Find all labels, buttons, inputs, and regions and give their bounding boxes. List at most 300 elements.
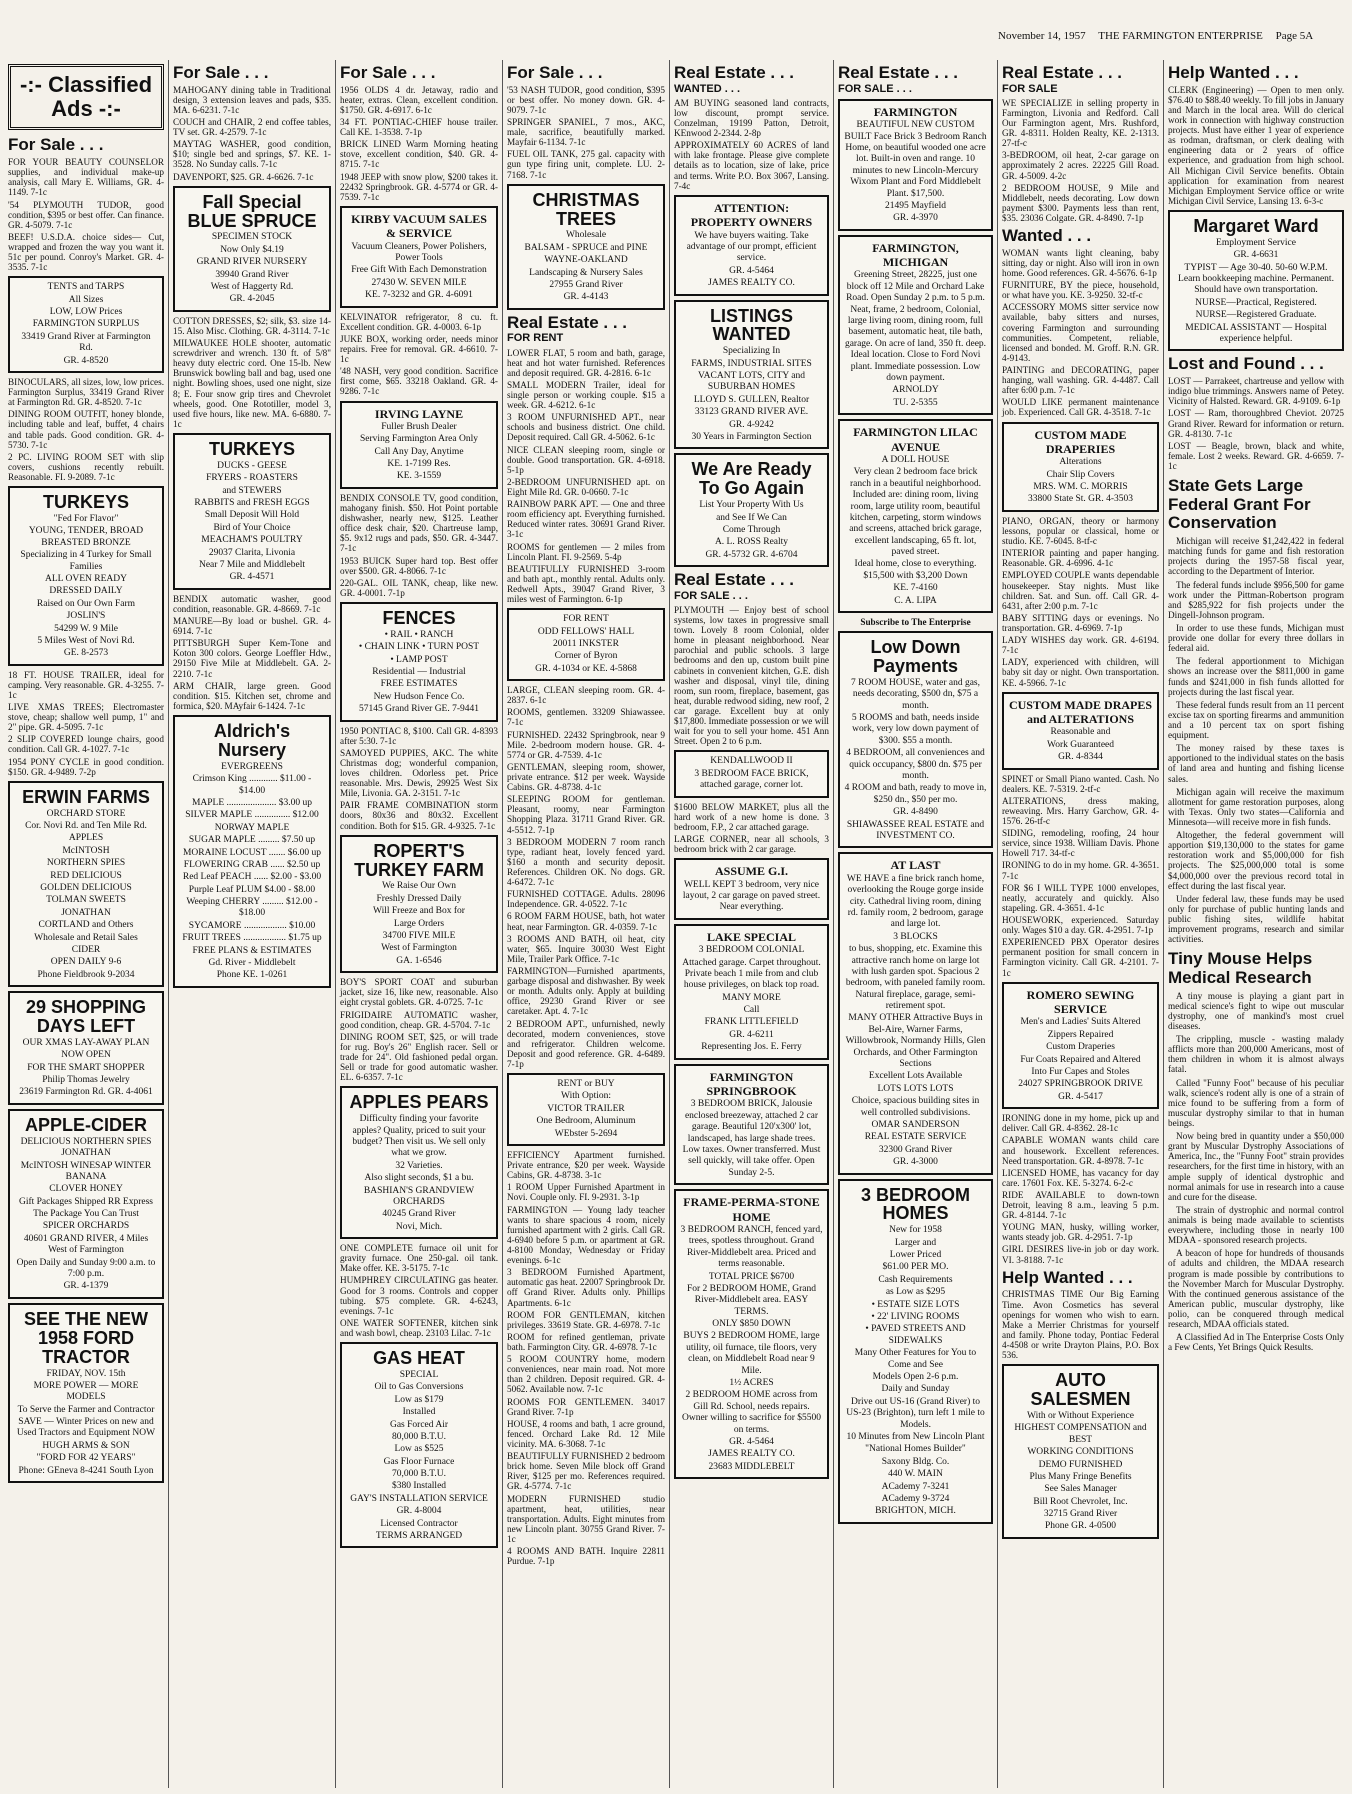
classified-ad: SPRINGER SPANIEL, 7 mos., AKC, male, sacrifice, beautifully marked. Mayfair 6-1134. 7-1c <box>507 117 665 148</box>
display-ad-line: ODD FELLOWS' HALL <box>537 626 635 637</box>
display-ad-line: MAPLE ..................... $3.00 up <box>191 797 313 808</box>
display-ad <box>674 1189 829 1479</box>
subscribe-notice: Subscribe to The Enterprise <box>860 617 971 628</box>
display-ad-line: BEAUTIFUL NEW CUSTOM BUILT Face Brick 3 Bedroom Ranch Home, on beautiful wooded one acre lot. Built-in oven and range. 10 minutes to new Lincoln-Mercury Wixom Plant and Ford Middlebelt Plant. $17,500. <box>844 120 987 199</box>
display-ad-line: Plus Many Fringe Benefits <box>1029 1471 1132 1482</box>
display-ad-line: JOSLIN'S <box>66 611 106 622</box>
classified-ad: ALTERATIONS, dress making, reweaving. Mrs. Harry Garchow, GR. 4-1576. 26-tf-c <box>1002 795 1159 827</box>
display-ad-line: Custom Draperies <box>1046 1042 1115 1053</box>
display-ad-line: GR. 4-6211 <box>729 1029 774 1040</box>
article-block <box>1168 894 1344 945</box>
classified-ad: 2 BEDROOM HOUSE, 9 Mile and Middlebelt, needs decorating. Low down payment $300. Payments less than rent, $35. 23036 Colgate. GR. 4-8490. 7-1p <box>1002 182 1159 223</box>
display-ad-line: BALSAM - SPRUCE and PINE <box>524 242 648 253</box>
display-ad-line: GOLDEN DELICIOUS <box>40 883 132 893</box>
display-ad-line: FOR THE SMART SHOPPER <box>27 1062 145 1073</box>
display-ad-line: With or Without Experience <box>1027 1410 1134 1421</box>
display-ad <box>173 433 331 590</box>
display-ad-line: Cor. Novi Rd. and Ten Mile Rd. <box>25 821 147 832</box>
classified-ad: FRIGIDAIRE AUTOMATIC washer, good condition, cheap. GR. 4-5704. 7-1c <box>340 1009 498 1030</box>
display-ad-line: Gas Forced Air <box>389 1419 449 1430</box>
display-ad <box>838 419 993 613</box>
display-ad-line: Bird of Your Choice <box>213 522 291 533</box>
section-heading: Wanted . . . <box>1002 227 1092 246</box>
classified-ad: 2 PC. LIVING ROOM SET with slip covers, cushions recently rebuilt. Reasonable. FI. 9-2089. 7-1c <box>8 451 164 482</box>
display-ad-line: New for 1958 <box>889 1225 942 1236</box>
display-ad-line: BUYS 2 BEDROOM HOME, large utility, oil furnace, tile floors, very clean, on Middlebelt Road near 9 Mile. <box>683 1331 820 1376</box>
section-subheading: FOR SALE . . . <box>674 589 748 602</box>
display-ad-line: "National Homes Builder" <box>865 1444 966 1455</box>
display-ad-line: Purple Leaf PLUM $4.00 - $8.00 <box>188 884 316 895</box>
display-ad-line: Freshly Dressed Daily <box>376 893 462 904</box>
classified-ad: CLERK (Engineering) — Open to men only. $76.40 to $88.40 weekly. To fill jobs in January and March in the local area. Will do clerical work in connection with highway construction projects. Must have either 1 year of experience as rodman, draftsman, or clerk dealing with engineering data or 2 years of office experience, and graduation from high school. All Michigan Civil Service benefits. Obtain application for examination from nearest Michigan Employment Service office or write Michigan Civil Service, Lansing 13. 6-3-c <box>1168 84 1344 206</box>
display-ad-line: 21495 Mayfield <box>885 200 946 211</box>
display-ad-line: DRESSED DAILY <box>49 586 123 597</box>
display-ad-line: ALL OVEN READY <box>45 573 127 584</box>
display-ad-line: GAY'S INSTALLATION SERVICE <box>350 1493 488 1504</box>
display-ad-line: JONATHAN <box>61 907 111 918</box>
display-ad-line: SHIAWASSEE REAL ESTATE and INVESTMENT CO. <box>846 819 985 841</box>
display-ad-line: MORAINE LOCUST ....... $6.00 up <box>182 847 322 858</box>
classified-ad: MODERN FURNISHED studio apartment, heat, utilities, near transportation. Adults. Eight minutes from new Lincoln plant. 30755 Grand River. 7-1c <box>507 1493 665 1544</box>
display-ad-line: JAMES REALTY CO. <box>708 1449 795 1460</box>
display-ad-line: VICTOR TRAILER <box>547 1103 625 1114</box>
display-ad-line: Daily and Sunday <box>881 1384 950 1395</box>
display-ad-line: Red Leaf PEACH ...... $2.00 - $3.00 <box>182 872 322 883</box>
display-ad-line: CORTLAND and Others <box>38 920 134 931</box>
classified-ad: BENDIX automatic washer, good condition, reasonable. GR. 4-8669. 7-1c <box>173 593 331 614</box>
classified-ad: 1954 PONY CYCLE in good condition. $150. GR. 4-9489. 7-2p <box>8 756 164 777</box>
display-ad-line: TENTS and TARPS <box>47 282 125 293</box>
display-ad-headline: Fall Special BLUE SPRUCE <box>187 191 317 231</box>
display-ad-line: OUR XMAS LAY-AWAY PLAN <box>22 1037 150 1048</box>
display-ad-line: Bill Root Chevrolet, Inc. <box>1033 1496 1128 1507</box>
section-subheading: FOR SALE <box>1002 82 1058 95</box>
article-paragraph: The federal funds include $956,500 for game work under the Pittman-Robertson program and $285,922 for fish projects under the Dingell-Johnson program. <box>1168 579 1344 620</box>
header-date: November 14, 1957 <box>998 30 1086 42</box>
display-ad-line: Licensed Contractor <box>380 1518 458 1529</box>
display-ad-line: MANY OTHER Attractive Buys in Bel-Aire, Warner Farms, Willowbrook, Normandy Hills, Glen Orchards, and Other Farmington Sections <box>845 1013 986 1070</box>
article-block <box>1168 1205 1344 1245</box>
display-ad-line: Choice, spacious building sites in well controlled subdivisions. <box>851 1096 980 1118</box>
classified-ad: 3 BEDROOM Furnished Apartment, automatic gas heat. 22007 Springbrook Dr. off Grand River. Adults only. Phillips Apartments. 6-1c <box>507 1267 665 1308</box>
display-ad-headline: We Are Ready To Go Again <box>691 459 812 499</box>
display-ad <box>674 924 829 1060</box>
display-ad-line: 33123 GRAND RIVER AVE. <box>694 407 809 418</box>
display-ad-title: FARMINGTON, MICHIGAN <box>872 240 959 270</box>
classified-ad: 3 BEDROOM MODERN 7 room ranch type, radiant heat, lovely fenced yard. $160 a month and security deposit. References. Children OK. No dogs. GR. 4-6472. 7-1c <box>507 836 665 888</box>
classified-ad: LIVE XMAS TREES; Electromaster stove, cheap; shallow well pump, 1" and 2" pipe. GR. 4-5095. 7-1c <box>8 702 164 733</box>
classified-ad: '48 NASH, very good condition. Sacrifice first come, $65. 33218 Oakland. GR. 4-9286. 7-1c <box>340 366 498 397</box>
display-ad-line: MRS. WM. C. MORRIS <box>1033 482 1128 493</box>
article-paragraph: Called "Funny Foot" because of his peculiar walk, science's rodent ally is one of a strain of mice found to be suffering from a form of muscular dystrophy similar to that in human beings. <box>1168 1077 1344 1128</box>
display-ad <box>674 453 829 567</box>
display-ad <box>340 401 498 489</box>
display-ad-line: Ideal home, close to everything. $15,500 with $3,200 Down <box>854 559 977 581</box>
display-ad-line: FRUIT TREES .................. $1.75 up <box>182 933 322 944</box>
display-ad-headline: ROPERT'S TURKEY FARM <box>354 840 484 880</box>
display-ad-line: NURSE—Registered Graduate. <box>1195 310 1317 321</box>
display-ad <box>1002 692 1159 770</box>
display-ad-line: NORWAY MAPLE <box>214 822 290 833</box>
classified-ad: KELVINATOR refrigerator, 8 cu. ft. Excellent condition. GR. 4-0003. 6-1p <box>340 311 498 332</box>
display-ad-line: Gd. River - Middlebelt <box>208 958 296 969</box>
classified-ad: BENDIX CONSOLE TV, good condition, mahogany finish. $50. Hot Point portable dishwasher, nearly new, $125. Leather office desk chair, $20. Chartreuse lamp, $5. 9x12 rugs and pads, $50. GR. 4-3447. 7-1c <box>340 492 498 554</box>
display-ad-line: Come Through <box>722 524 781 535</box>
display-ad <box>8 1303 164 1483</box>
display-ad-line: Phone: GEneva 8-4241 South Lyon <box>18 1465 154 1476</box>
display-ad-line: KE. 1-7199 Res. <box>387 459 451 470</box>
display-ad-line: NURSE—Practical, Registered. <box>1195 297 1317 308</box>
classified-ad: '53 NASH TUDOR, good condition, $395 or best offer. No money down. GR. 4-9079. 7-1c <box>507 84 665 115</box>
display-ad-line: Free Gift With Each Demonstration <box>351 265 487 276</box>
display-ad-line: $380 Installed <box>391 1481 447 1492</box>
display-ad-line: GR. 4-4571 <box>229 572 275 583</box>
classified-ad: GENTLEMAN, sleeping room, shower, private entrance. $12 per week. Wayside Cabins. GR. 4-8738. 4-1c <box>507 761 665 793</box>
display-ad-line: 2 BEDROOM HOME across from Gill Rd. School, needs repairs. Owner willing to sacrifice for $5500 on terms. <box>681 1390 822 1435</box>
classified-ad: RIDE AVAILABLE to down-town Detroit, leaving 8 a.m., leaving 5 p.m. GR. 4-8144. 7-1c <box>1002 1189 1159 1221</box>
display-ad-line: GR. 4-4143 <box>563 292 609 303</box>
display-ad-line: West of Haggerty Rd. <box>210 282 294 293</box>
display-ad-line: Cash Requirements <box>878 1274 953 1285</box>
display-ad-line: GR. 4-1379 <box>63 1281 109 1292</box>
display-ad-line: FRANK LITTLEFIELD <box>704 1017 799 1028</box>
display-ad-line: Raised on Our Own Farm <box>36 598 136 609</box>
display-ad-line: 1½ ACRES <box>729 1378 774 1389</box>
display-ad-line: KE. 7-3232 and GR. 4-6091 <box>365 290 473 301</box>
display-ad-line: • LAMP POST <box>390 654 448 665</box>
column-6 <box>834 60 998 1788</box>
section-heading: For Sale . . . <box>507 64 603 82</box>
display-ad-line: SAVE — Winter Prices on new and Used Tractors and Equipment NOW <box>16 1417 156 1439</box>
display-ad-line: Corner of Byron <box>554 651 618 662</box>
display-ad-line: LOW, LOW Prices <box>49 307 123 318</box>
article-block <box>1168 1131 1344 1202</box>
display-ad-line: Zippers Repaired <box>1047 1029 1114 1040</box>
display-ad <box>674 300 829 450</box>
classified-ad: BRICK LINED Warm Morning heating stove, excellent condition, $40. GR. 4-8715. 7-1c <box>340 139 498 170</box>
article-paragraph: Michigan again will receive the maximum allotment for game restoration purposes, along with Texas. Only two states—California and Minnesota—will receive more in fish funds. <box>1168 786 1344 827</box>
classified-ad: LOST — Ram, thoroughbred Cheviot. 20725 Grand River. Reward for information or return. GR. 4-8130. 7-1c <box>1168 408 1344 439</box>
classified-ad: LADY, experienced with children, will baby sit day or night. Own transportation. KE. 4-5966. 7-1c <box>1002 657 1159 688</box>
display-ad-line: Phone Fieldbrook 9-2034 <box>37 969 135 980</box>
display-ad <box>173 715 331 988</box>
classified-ad: 1950 PONTIAC 8, $100. Call GR. 4-8393 after 5:30. 7-1c <box>340 725 498 746</box>
display-ad <box>507 1073 665 1146</box>
classified-ad: LOST — Parrakeet, chartreuse and yellow with indigo blue trimmings. Answers name of Petey. Vicinity of Halsted. Reward. GR. 4-9109. 6-1p <box>1168 376 1344 407</box>
display-ad-line: NORTHERN SPIES <box>46 858 126 869</box>
display-ad-headline: GAS HEAT <box>373 1348 465 1369</box>
display-ad-line: Reasonable and <box>1050 727 1111 738</box>
classified-ad: MANURE—By load or bushel. GR. 4-6914. 7-1c <box>173 616 331 637</box>
display-ad-line: and See If We Can <box>716 512 787 523</box>
display-ad <box>340 602 498 722</box>
display-ad-line: FARMS, INDUSTRIAL SITES <box>691 358 812 369</box>
display-ad-line: Into Fur Capes and Stoles <box>1031 1067 1130 1077</box>
display-ad-headline: 29 SHOPPING DAYS LEFT <box>25 997 147 1037</box>
display-ad-line: MEDICAL ASSISTANT — Hospital experience helpful. <box>1185 322 1327 345</box>
display-ad <box>340 1342 498 1548</box>
display-ad-line: $61.00 PER MO. <box>882 1262 949 1273</box>
classified-ad: 18 FT. HOUSE TRAILER, ideal for camping. Very reasonable. GR. 4-3255. 7-1c <box>8 669 164 700</box>
display-ad-headline: APPLE-CIDER <box>24 1114 147 1135</box>
classified-ad: ACCESSORY MOMS sitter service now available, baby sitters and nurses, covering Farmington and surrounding communities. Competent, reliable, licensed and bonded. M. Groff. R.N. GR. 4-9143. <box>1002 302 1159 363</box>
classified-ad: MAHOGANY dining table in Traditional design, 3 extension leaves and pads, $35. MA. 6-6231. 7-1c <box>173 84 331 115</box>
display-ad-line: "FORD FOR 42 YEARS" <box>36 1453 136 1464</box>
classified-ad: BINOCULARS, all sizes, low, low prices. Farmington Surplus, 33419 Grand River at Farmington Rd. GR. 4-8520. 7-1c <box>8 377 164 408</box>
classified-ad: GIRL DESIRES live-in job or day work. VI. 3-8188. 7-1c <box>1002 1244 1159 1265</box>
section-heading: Real Estate . . . <box>674 64 794 82</box>
classified-ad: 1956 OLDS 4 dr. Jetaway, radio and heater, extras. Clean, excellent condition. $1750. GR. 4-6917. 6-1c <box>340 84 498 115</box>
display-ad-line: REAL ESTATE SERVICE <box>864 1132 967 1143</box>
display-ad-line: ORCHARD STORE <box>46 808 126 819</box>
display-ad-line: FOR RENT <box>563 614 609 625</box>
display-ad-line: BRIGHTON, MICH. <box>875 1506 956 1517</box>
display-ad <box>8 486 164 666</box>
column-8 <box>1164 60 1348 1788</box>
display-ad-line: West of Farmington <box>381 943 457 954</box>
display-ad-line: Near 7 Mile and Middlebelt <box>198 560 306 571</box>
display-ad-line: MANY MORE <box>722 992 781 1003</box>
classified-ad: ONE COMPLETE furnace oil unit for gravity furnace. One 250-gal. oil tank. Make offer. KE. 3-5175. 7-1c <box>340 1243 498 1274</box>
display-ad-line: HIGHEST COMPENSATION and BEST <box>1014 1423 1147 1445</box>
article-block <box>1168 536 1344 576</box>
display-ad-line: Crimson King ............ $11.00 - $14.00 <box>192 774 312 796</box>
article-paragraph: Under federal law, these funds may be used only for purchase of public hunting lands and public fishing sites, wildlife habitat improvement programs, research and similar activities. <box>1168 893 1344 945</box>
display-ad-line: Will Freeze and Box for <box>373 906 465 917</box>
display-ad-line: RED DELICIOUS <box>50 870 122 881</box>
classified-ad: ONE WATER SOFTENER, kitchen sink and wash bowl, cheap. 23103 Lilac. 7-1c <box>340 1317 498 1338</box>
display-ad <box>838 1179 993 1524</box>
display-ad-line: GR. 4-8490 <box>893 807 938 818</box>
classified-ad: SAMOYED PUPPIES, AKC. The white Christmas dog; wonderful companion, loves children. Odorless pet. Price reasonable. Mrs. Dewis, 29925 West Six Mile, Livonia. GA. 2-3151. 7-1c <box>340 747 498 799</box>
classified-ad: HUMPHREY CIRCULATING gas heater. Good for 3 rooms. Controls and copper tubing. $75 complete. GR. 4-6243, evenings. 7-1c <box>340 1275 498 1316</box>
display-ad-line: Fur Coats Repaired and Altered <box>1020 1054 1141 1065</box>
display-ad-line: NOW OPEN <box>61 1050 111 1061</box>
display-ad-line: CLOVER HONEY <box>49 1184 123 1195</box>
display-ad <box>340 206 498 308</box>
display-ad-line: FRIDAY, NOV. 15th <box>46 1368 126 1379</box>
display-ad-line: Call <box>743 1005 760 1016</box>
display-ad <box>1002 422 1159 512</box>
display-ad-line: Philip Thomas Jewelry <box>42 1075 130 1086</box>
display-ad-line: WAYNE-OAKLAND <box>544 255 628 266</box>
display-ad <box>507 184 665 310</box>
classified-ad: 1953 BUICK Super hard top. Best offer over $500. GR. 4-8066. 7-1c <box>340 555 498 576</box>
display-ad <box>838 852 993 1174</box>
display-ad-line: DEMO FURNISHED <box>1038 1459 1123 1470</box>
display-ad-line: GR. 4-8344 <box>1058 752 1103 763</box>
article-block <box>1168 700 1344 740</box>
classified-ad: 220-GAL. OIL TANK, cheap, like new. GR. 4-0001. 7-1p <box>340 577 498 598</box>
display-ad-line: Larger and <box>894 1237 937 1248</box>
article-block <box>1168 787 1344 827</box>
display-ad-line: Low as $525 <box>394 1444 444 1455</box>
display-ad-line: TERMS ARRANGED <box>375 1531 463 1542</box>
display-ad <box>1002 1364 1159 1539</box>
display-ad-line: 7 ROOM HOUSE, water and gas, needs decorating, $500 dn, $75 a month. <box>850 677 981 711</box>
display-ad-line: GR. 4-5417 <box>1058 1091 1103 1102</box>
classified-ad: LADY WISHES day work. GR. 4-6194. 7-1c <box>1002 635 1159 656</box>
article-paragraph: Michigan will receive $1,242,422 in federal matching funds for game and fish restoration projects during the 1957-58 fiscal year, according to the Department of Interior. <box>1168 536 1344 577</box>
display-ad-line: GR. 4-3000 <box>893 1157 938 1168</box>
display-ad-line: 3 BEDROOM BRICK, Jalousie enclosed breezeway, attached 2 car garage. Beautiful 120'x300' lot, landscaped, has large shade trees. Low taxes. Owner transferred. Must sell quickly, will take offer. Open Sunday 2-5. <box>682 1099 821 1178</box>
display-ad-line: "Fed For Flavor" <box>53 513 119 524</box>
display-ad-line: 32300 Grand River <box>878 1144 953 1155</box>
classified-ad: FOR $6 I WILL TYPE 1000 envelopes, neatly, accurately and quickly. Also stapeling. GR. 4-3651. 4-1c <box>1002 882 1159 913</box>
display-ad-line: GR. 4-5464 <box>729 265 774 276</box>
article-block <box>1168 623 1344 653</box>
article-paragraph: The money raised by these taxes is apportioned to the individual states on the basis of land area and hunting and fishing license sales. <box>1168 743 1344 784</box>
display-ad-title: KIRBY VACUUM SALES & SERVICE <box>351 211 487 241</box>
classified-ad: BOY'S SPORT COAT and suburban jacket, size 16, like new, reasonable. Also eight crystal goblets. GR. 4-0725. 7-1c <box>340 977 498 1008</box>
display-ad-line: Landscaping & Nursery Sales <box>529 267 643 278</box>
article-paragraph: A Classified Ad in The Enterprise Costs Only a Few Cents, Yet Brings Quick Results. <box>1168 1332 1344 1353</box>
article-block <box>1168 1034 1344 1074</box>
classified-ad: ARM CHAIR, large green. Good condition. $15. Kitchen set, chrome and formica, $20. MAyfair 6-1424. 7-1c <box>173 680 331 711</box>
display-ad-title: FRAME-PERMA-STONE HOME <box>683 1195 820 1224</box>
display-ad-title: ASSUME G.I. <box>714 864 788 879</box>
display-ad-line: • 22' LIVING ROOMS <box>871 1312 960 1323</box>
display-ad-line: We Raise Our Own <box>382 881 456 892</box>
display-ad-title: AT LAST <box>890 858 941 873</box>
display-ad <box>838 631 993 848</box>
classified-ad: 2-BEDROOM UNFURNISHED apt. on Eight Mile Rd. GR. 0-0660. 7-1c <box>507 476 665 497</box>
display-ad-line: Models Open 2-6 p.m. <box>872 1372 959 1382</box>
display-ad-line: GA. 1-6546 <box>396 955 442 966</box>
display-ad-line: 5 ROOMS and bath, needs inside work, very low down payment of $300. $55 a month. <box>851 713 980 746</box>
classified-ad: CAPABLE WOMAN wants child care and housework. Excellent references. Need transportation. GR. 4-8978. 7-1c <box>1002 1135 1159 1166</box>
display-ad-title: IRVING LAYNE <box>374 406 464 421</box>
classified-ad: APPROXIMATELY 60 ACRES of land with lake frontage. Please give complete details as to location, size of lake, price and terms. Write P.O. Box 3067, Lansing. 7-4c <box>674 140 829 191</box>
display-ad-line: GR. 4-2045 <box>229 294 275 305</box>
display-ad-line: EVERGREENS <box>221 761 283 772</box>
display-ad-line: 10 Minutes from New Lincoln Plant <box>846 1431 985 1442</box>
classified-ad: FURNISHED. 22432 Springbrook, near 9 Mile. 2-bedroom modern house. GR. 4-5774 or GR. 4-7539. 4-1c <box>507 729 665 760</box>
display-ad-line: SPECIAL <box>399 1369 439 1380</box>
article-block <box>1168 580 1344 620</box>
display-ad-line: KE. 7-4160 <box>893 583 938 594</box>
display-ad-line: Attached garage. Carpet throughout. Private beach 1 mile from and club house privileges, on black top road. <box>682 957 821 991</box>
classified-ad: FOR YOUR BEAUTY COUNSELOR supplies, and individual make-up analysis, call Mary E. Williams, GR. 4-1149. 7-1c <box>8 157 164 198</box>
classified-ad: SIDING, remodeling, roofing, 24 hour service, since 1938. William Davis. Phone Howell 717. 34-tf-c <box>1002 828 1159 859</box>
display-ad-line: SPECIMEN STOCK <box>211 232 293 243</box>
display-ad-line: Lower Priced <box>889 1250 942 1261</box>
article-paragraph: Altogether, the federal government will apportion $19,130,000 to the states for game restoration work and $5,000,000 for fish projects. The $25,000,000 total is some $4,000,000 over the previous record total in effect during the last fiscal year. <box>1168 830 1344 891</box>
classified-ad: PITTSBURGH Super Kem-Tone and Koton 300 colors. George Loeffler Hdw., 29150 Five Mile at Middlebelt. GA. 2-2210. 7-1c <box>173 638 331 679</box>
display-ad-line: FARMINGTON SURPLUS <box>32 319 140 330</box>
classified-ad: HOUSE, 4 rooms and bath, 1 acre ground, fenced. Orchard Lake Rd. 12 Mile vicinity. MA. 6-3068. 7-1c <box>507 1418 665 1449</box>
display-ad-line: Wholesale and Retail Sales <box>34 932 138 943</box>
header-paper-name: THE FARMINGTON ENTERPRISE <box>1098 30 1263 42</box>
display-ad-line: to bus, shopping, etc. Examine this attractive ranch home on large lot with lush garden spot. Spacious 2 bedroom, with paneled family room. Natural fireplace, garage, semi-retirement spot. <box>845 944 986 1012</box>
article-block <box>1168 656 1344 696</box>
display-ad-line: 32715 Grand River <box>1043 1509 1118 1520</box>
section-heading: Help Wanted . . . <box>1002 1268 1133 1287</box>
display-ad-headline: Aldrich's Nursery <box>213 721 291 760</box>
section-subheading: FOR SALE . . . <box>838 82 912 95</box>
classified-ad: LOWER FLAT, 5 room and bath, garage, heat and hot water furnished. References and deposit required. GR. 4-2816. 6-1c <box>507 347 665 378</box>
display-ad-line: 24027 SPRINGBROOK DRIVE <box>1018 1079 1143 1090</box>
display-ad <box>838 235 993 415</box>
display-ad-line: LLOYD S. GULLEN, Realtor <box>693 394 810 405</box>
classified-ad: IRONING to do in my home. GR. 4-3651. 7-1c <box>1002 860 1159 881</box>
page-header <box>998 30 1348 42</box>
display-ad-title: LAKE SPECIAL <box>706 929 797 944</box>
display-ad-line: YOUNG, TENDER, BROAD BREASTED BRONZE <box>28 526 144 548</box>
classified-ad: PAIR FRAME COMBINATION storm doors, 80x36 and 80x32. Excellent condition. Both for $15. GR. 4-9325. 7-1c <box>340 800 498 831</box>
display-ad-line: 40601 GRAND RIVER, 4 Miles West of Farmington <box>23 1233 149 1256</box>
classified-ad: COTTON DRESSES, $2; silk, $3. size 14-15. Also Misc. Clothing. GR. 4-3114. 7-1c <box>173 315 331 336</box>
display-ad-line: GR. 4-8004 <box>396 1506 442 1517</box>
display-ad-line: KENDALLWOOD II <box>710 756 793 767</box>
display-ad-line: FREE ESTIMATES <box>380 679 458 690</box>
classified-ad: 6 ROOM FARM HOUSE, bath, hot water heat, near Farmington. GR. 4-0359. 7-1c <box>507 911 665 932</box>
display-ad-line: McINTOSH <box>62 845 110 856</box>
display-ad-line: ACademy 9-3724 <box>881 1493 950 1504</box>
display-ad-line: TYPIST — Age 30-40. 50-60 W.P.M. Learn bookkeeping machine. Permanent. Should have own transportation. <box>1178 262 1334 296</box>
classified-ad: DINING ROOM SET, $25, or will trade for rug. Boy's 26" English racer. Sell or trade for 24". Old fashioned pedal organ. Sell or trade for good automatic washer. EL. 6-6357. 7-1c <box>340 1031 498 1083</box>
classified-ad: 3-BEDROOM, oil heat, 2-car garage on approximately 2 acres. 22225 Gill Road. GR. 4-5009. 4-2c <box>1002 150 1159 181</box>
display-ad-headline: APPLES PEARS <box>349 1092 489 1113</box>
classified-ad: WOMAN wants light cleaning, baby sitting, day or night. Also will iron in own home. Good references. GR. 4-5676. 6-1p <box>1002 247 1159 278</box>
display-ad <box>340 835 498 974</box>
display-ad-title: ATTENTION: PROPERTY OWNERS <box>690 200 813 230</box>
display-ad <box>1002 982 1159 1110</box>
display-ad <box>674 1064 829 1186</box>
classified-ad: FARMINGTON—Furnished apartments, garbage disposal and dishwasher. By week or month. Adults only. Apply at building office, 29230 Grand River or see caretaker. Apt. 4. 7-1c <box>507 966 665 1017</box>
display-ad-line: APPLES <box>68 833 104 844</box>
classified-ad: LOST — Beagle, brown, black and white, female. Lost 2 weeks. Reward. GR. 4-6659. 7-1c <box>1168 440 1344 471</box>
display-ad-line: Gift Packages Shipped RR Express <box>18 1196 154 1207</box>
display-ad-line: C. A. LIPA <box>894 595 937 606</box>
display-ad-headline: FENCES <box>382 607 456 628</box>
classified-ad: EXPERIENCED PBX Operator desires permanent position for small concern in Farmington vicinity. Call GR. 4-2101. 7-1c <box>1002 937 1159 978</box>
article-block <box>1168 1332 1344 1352</box>
classified-ad: EMPLOYED COUPLE wants dependable housekeeper. Stay nights. Must like children. Sat. and Sun. off. Call GR. 4-6431, after 2:00 p.m. 7-1c <box>1002 570 1159 611</box>
display-ad-line: as Low as $295 <box>885 1287 946 1298</box>
display-ad-line: GR. 4-3970 <box>893 213 938 224</box>
display-ad-title: FARMINGTON <box>873 104 958 119</box>
classified-ad: WOULD LIKE permanent maintenance job. Experienced. Call GR. 4-3518. 7-1c <box>1002 397 1159 418</box>
classified-ad: BEEF! U.S.D.A. choice sides— Cut, wrapped and frozen the way you want it. 51c per pound. Conroy's Market. GR. 4-3535. 7-1c <box>8 231 164 273</box>
display-ad-line: GE. 8-2573 <box>63 648 109 659</box>
article-block <box>1168 743 1344 783</box>
display-ad-line: With Option: <box>560 1091 612 1102</box>
classified-ad: FURNITURE, BY the piece, household, or what have you. KE. 3-9250. 32-tf-c <box>1002 280 1159 301</box>
display-ad-line: FRYERS - ROASTERS <box>206 473 298 484</box>
article-paragraph: A beacon of hope for hundreds of thousands of adults and children, the MDAA research program is made possible by contributions to the November March for Muscular Dystrophy. With the continued generous assistance of the American public, muscular dystrophy, like polio, can be conquered through medical research, MDAA officials stated. <box>1168 1248 1344 1330</box>
display-ad <box>1168 210 1344 351</box>
display-ad <box>674 195 829 296</box>
display-ad-headline: LISTINGS WANTED <box>709 305 793 345</box>
article-headline: State Gets Large Federal Grant For Conservation <box>1168 476 1311 533</box>
display-ad-line: RABBITS and FRESH EGGS <box>194 498 310 509</box>
display-ad-line: Employment Service <box>1216 237 1296 248</box>
classified-ad: PIANO, ORGAN, theory or harmony lessons, popular or classical, home or studio. KE. 7-6045. 8-tf-c <box>1002 515 1159 547</box>
classified-ad: 1948 JEEP with snow plow, $200 takes it. 22432 Springbrook. GR. 4-5774 or GR. 4-7539. 7-1c <box>340 171 498 202</box>
display-ad-line: GR. 4-5732 GR. 4-6704 <box>705 549 798 560</box>
display-ad-line: • PAVED STREETS AND SIDEWALKS <box>865 1324 966 1346</box>
display-ad-line: OPEN DAILY 9-6 <box>50 957 122 968</box>
display-ad-line: McINTOSH WINESAP WINTER BANANA <box>20 1160 152 1182</box>
section-heading: Lost and Found . . . <box>1168 355 1324 374</box>
display-ad-line: 27430 W. SEVEN MILE <box>371 277 467 288</box>
display-ad-line: Installed <box>402 1407 436 1418</box>
column-7 <box>998 60 1164 1788</box>
display-ad-line: LOTS LOTS LOTS <box>877 1083 954 1094</box>
display-ad-line: Men's and Ladies' Suits Altered <box>1020 1017 1141 1028</box>
display-ad-line: 30 Years in Farmington Section <box>691 432 812 443</box>
